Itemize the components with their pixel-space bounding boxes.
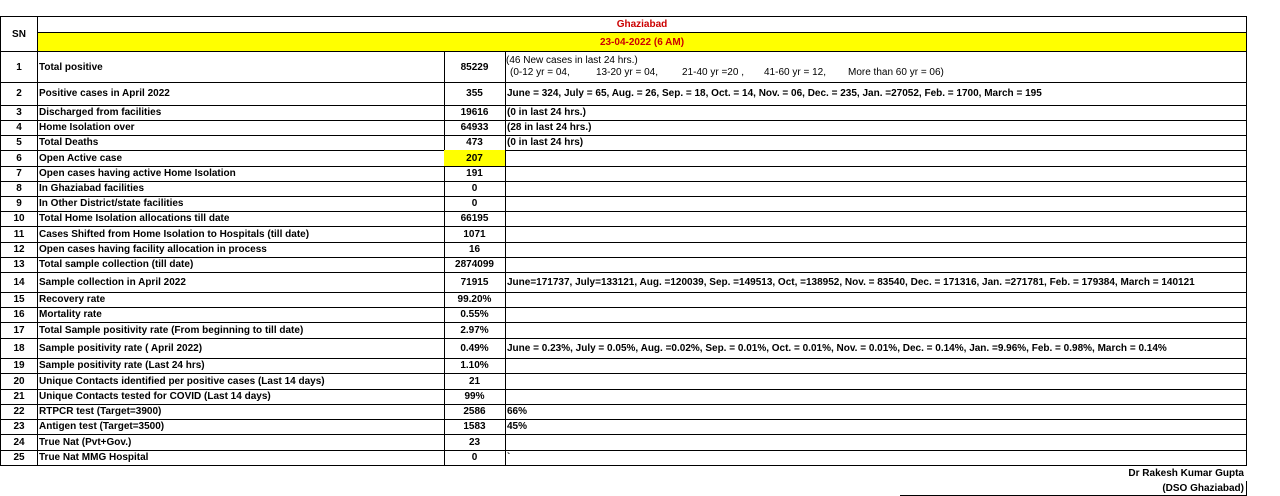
row-note: (28 in last 24 hrs.) (505, 120, 1247, 136)
district-title: Ghaziabad (37, 16, 1247, 33)
report-date: 23-04-2022 (6 AM) (37, 32, 1247, 52)
row-sn: 17 (0, 322, 38, 339)
row-label: Total sample collection (till date) (37, 257, 445, 273)
note-new-cases: (46 New cases in last 24 hrs.) (506, 55, 638, 66)
row-value: 2874099 (444, 257, 506, 273)
row-value: 0.49% (444, 338, 506, 359)
row-label: Unique Contacts identified per positive cases (Last 14 days) (37, 373, 445, 390)
row-label: Open cases having facility allocation in process (37, 242, 445, 258)
row-sn: 21 (0, 389, 38, 405)
age-41-60: 41-60 yr = 12, (764, 67, 826, 78)
row-label: Sample collection in April 2022 (37, 272, 445, 293)
row-label: Recovery rate (37, 292, 445, 308)
row-label: True Nat MMG Hospital (37, 450, 445, 466)
row-value: 0.55% (444, 307, 506, 323)
row-label: Cases Shifted from Home Isolation to Hospitals (till date) (37, 226, 445, 243)
row-label: Open cases having active Home Isolation (37, 166, 445, 182)
row-value: 66195 (444, 211, 506, 227)
row-value: 2586 (444, 404, 506, 420)
row-label: Open Active case (37, 150, 445, 167)
row-value: 19616 (444, 105, 506, 121)
row-sn: 16 (0, 307, 38, 323)
row-value: 1071 (444, 226, 506, 243)
row-label: In Ghaziabad facilities (37, 181, 445, 197)
row-note: (0 in last 24 hrs.) (505, 105, 1247, 121)
row-value: 355 (444, 82, 506, 106)
sn-header: SN (0, 16, 38, 52)
row-sn: 14 (0, 272, 38, 293)
row-sn: 12 (0, 242, 38, 258)
row-sn: 5 (0, 135, 38, 151)
row-value: 64933 (444, 120, 506, 136)
row-value: 0 (444, 450, 506, 466)
row-label: Total Sample positivity rate (From beginning to till date) (37, 322, 445, 339)
row-note (505, 307, 1247, 323)
row-sn: 1 (0, 52, 38, 83)
row-value: 85229 (444, 52, 506, 83)
row-sn: 19 (0, 358, 38, 374)
row-note (505, 358, 1247, 374)
row-sn: 9 (0, 196, 38, 212)
row-label: Sample positivity rate ( April 2022) (37, 338, 445, 359)
row-sn: 7 (0, 166, 38, 182)
row-sn: 13 (0, 257, 38, 273)
row-sn: 24 (0, 434, 38, 451)
row-label: Mortality rate (37, 307, 445, 323)
row-sn: 23 (0, 419, 38, 435)
row-note (505, 292, 1247, 308)
row-value: 1583 (444, 419, 506, 435)
row-value: 1.10% (444, 358, 506, 374)
row-note: (0 in last 24 hrs) (505, 135, 1247, 151)
note-row-1 (506, 52, 1246, 82)
row-label: Sample positivity rate (Last 24 hrs) (37, 358, 445, 374)
row-value: 2.97% (444, 322, 506, 339)
row-value: 99% (444, 389, 506, 405)
row-label: Positive cases in April 2022 (37, 82, 445, 106)
row-sn: 6 (0, 150, 38, 167)
row-note (505, 150, 1247, 167)
row-sn: 8 (0, 181, 38, 197)
row-value: 16 (444, 242, 506, 258)
row-sn: 2 (0, 82, 38, 106)
row-note (505, 166, 1247, 182)
row-note (505, 389, 1247, 405)
row-label: Discharged from facilities (37, 105, 445, 121)
row-sn: 20 (0, 373, 38, 390)
row-note (505, 242, 1247, 258)
age-60-plus: More than 60 yr = 06) (848, 67, 944, 78)
note-age-breakdown (506, 67, 944, 79)
row-note (505, 226, 1247, 243)
row-label: Total positive (37, 52, 445, 83)
signature-name: Dr Rakesh Kumar Gupta (1128, 467, 1244, 479)
age-0-12: (0-12 yr = 04, (510, 67, 570, 78)
row-value: 99.20% (444, 292, 506, 308)
row-label: In Other District/state facilities (37, 196, 445, 212)
row-note (505, 322, 1247, 339)
age-21-40: 21-40 yr =20 , (682, 67, 744, 78)
row-sn: 22 (0, 404, 38, 420)
age-13-20: 13-20 yr = 04, (596, 67, 658, 78)
row-sn: 18 (0, 338, 38, 359)
row-note: 66% (505, 404, 1247, 420)
row-note: June = 324, July = 65, Aug. = 26, Sep. = 18, Oct. = 14, Nov. = 06, Dec. = 235, Jan. =27052, Feb. = 1700, March = 195 (505, 82, 1247, 106)
row-label: Total Deaths (37, 135, 445, 151)
row-label: Unique Contacts tested for COVID (Last 14 days) (37, 389, 445, 405)
row-label: RTPCR test (Target=3900) (37, 404, 445, 420)
row-value: 0 (444, 196, 506, 212)
row-sn: 25 (0, 450, 38, 466)
row-note: June=171737, July=133121, Aug. =120039, Sep. =149513, Oct, =138952, Nov. = 83540, Dec. = 171316, Jan. =271781, Feb. = 179384, March = 140121 (505, 272, 1247, 293)
row-sn: 4 (0, 120, 38, 136)
row-note (505, 211, 1247, 227)
row-note (505, 181, 1247, 197)
row-note: 45% (505, 419, 1247, 435)
row-value: 71915 (444, 272, 506, 293)
row-label: Antigen test (Target=3500) (37, 419, 445, 435)
row-value: 0 (444, 181, 506, 197)
row-note (505, 257, 1247, 273)
signature-designation: (DSO Ghaziabad) (900, 481, 1247, 496)
row-note: June = 0.23%, July = 0.05%, Aug. =0.02%, Sep. = 0.01%, Oct. = 0.01%, Nov. = 0.01%, Dec. = 0.14%, Jan. =9.96%, Feb. = 0.98%, March = 0.14% (505, 338, 1247, 359)
row-value: 473 (444, 135, 506, 151)
row-sn: 3 (0, 105, 38, 121)
row-note: ` (505, 450, 1247, 466)
row-value: 23 (444, 434, 506, 451)
row-label: Total Home Isolation allocations till date (37, 211, 445, 227)
row-sn: 10 (0, 211, 38, 227)
row-label: Home Isolation over (37, 120, 445, 136)
open-active-value: 207 (444, 150, 506, 167)
row-label: True Nat (Pvt+Gov.) (37, 434, 445, 451)
row-note (505, 373, 1247, 390)
row-value: 21 (444, 373, 506, 390)
row-note (505, 196, 1247, 212)
row-sn: 11 (0, 226, 38, 243)
row-sn: 15 (0, 292, 38, 308)
row-value: 191 (444, 166, 506, 182)
row-note (505, 434, 1247, 451)
